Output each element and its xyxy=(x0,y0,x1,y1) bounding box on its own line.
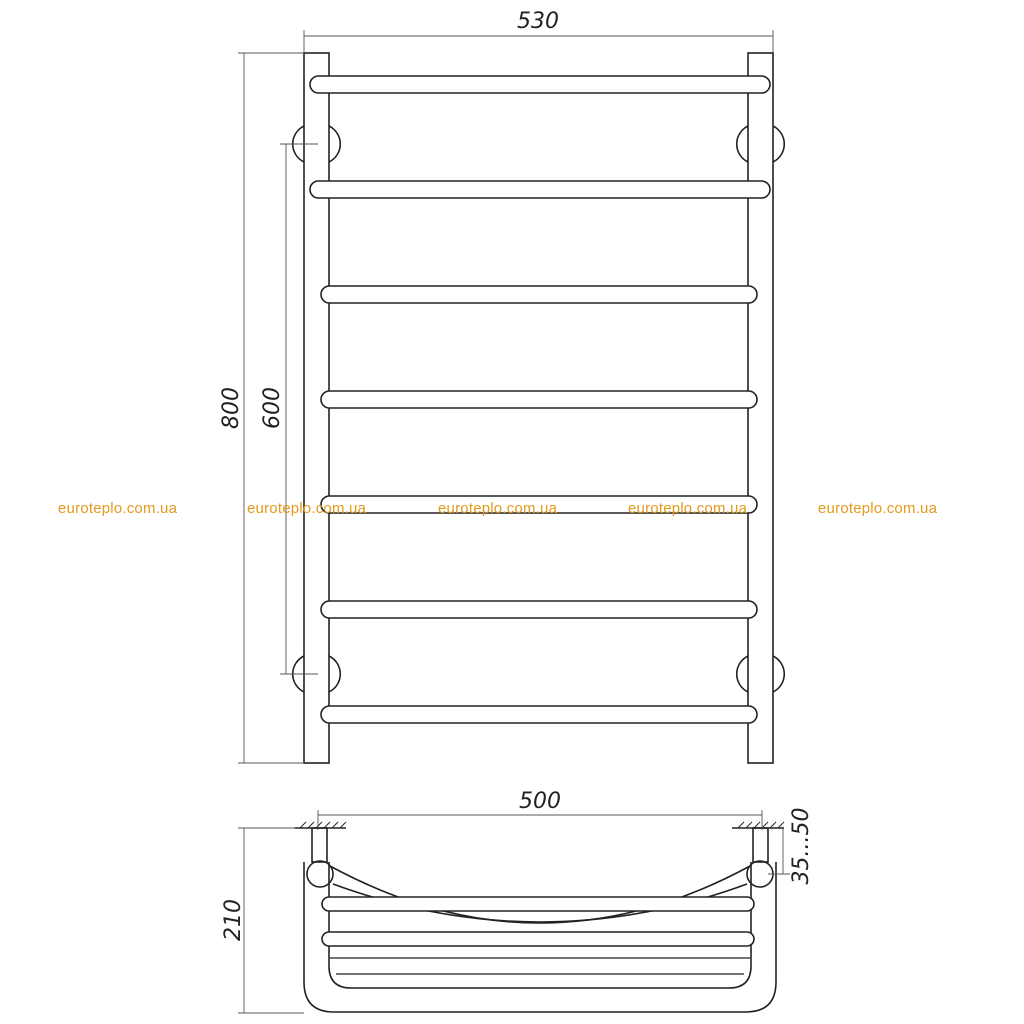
rung-3 xyxy=(321,286,757,303)
side-rung-1 xyxy=(322,897,754,911)
watermark-4: euroteplo.com.ua xyxy=(628,500,748,517)
mount-bottom-right xyxy=(737,656,785,692)
u-frame-inner xyxy=(329,862,751,988)
wall-flange-left xyxy=(294,822,346,862)
side-view xyxy=(294,822,784,1012)
rung-6 xyxy=(321,601,757,618)
dim-depth: 210 xyxy=(221,899,246,941)
rung-4 xyxy=(321,391,757,408)
dim-overall-height: 800 xyxy=(219,387,244,429)
watermark-2: euroteplo.com.ua xyxy=(247,500,367,517)
wall-flange-right xyxy=(732,822,784,862)
rung-7 xyxy=(321,706,757,723)
dim-overall-width: 530 xyxy=(517,9,559,34)
dim-bottom-width: 500 xyxy=(519,789,561,814)
rung-2 xyxy=(310,181,770,198)
watermark-5: euroteplo.com.ua xyxy=(818,500,938,517)
rung-1 xyxy=(310,76,770,93)
watermark-3: euroteplo.com.ua xyxy=(438,500,558,517)
dim-wall-offset: 35...50 xyxy=(789,807,814,885)
left-upright-tube xyxy=(304,53,329,763)
watermark-1: euroteplo.com.ua xyxy=(58,500,178,517)
curved-rail-outer xyxy=(330,866,750,923)
mount-top-right xyxy=(737,126,785,162)
dim-center-distance: 600 xyxy=(260,387,285,429)
side-rung-2 xyxy=(322,932,754,946)
front-view xyxy=(293,53,785,763)
